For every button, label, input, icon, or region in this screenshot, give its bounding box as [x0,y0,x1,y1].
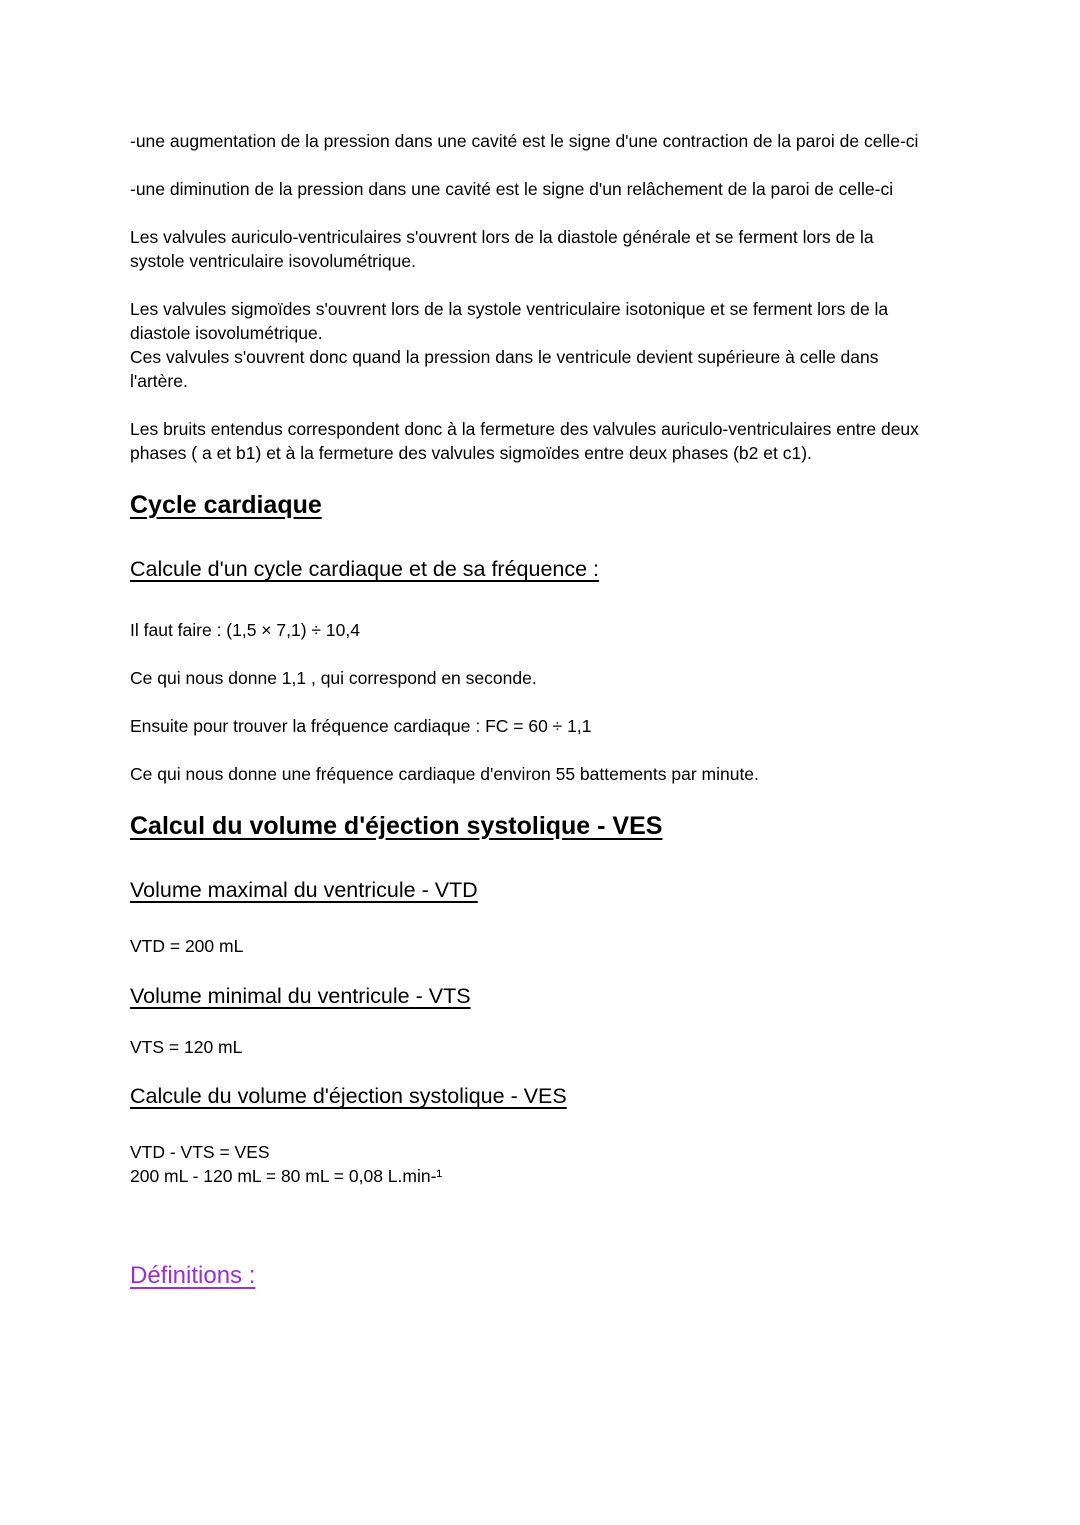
paragraph-av-valves [130,225,960,273]
value-vtd: VTD = 200 mL [130,936,244,956]
subheading-vts: Volume minimal du ventricule - VTS [130,984,471,1008]
paragraph-sigmoid-valves [130,297,960,393]
formula-cycle: Il faut faire : (1,5 × 7,1) ÷ 10,4 [130,620,360,640]
paragraph-line: l'artère. [130,371,188,391]
heading-cycle-cardiaque: Cycle cardiaque [130,491,322,519]
subheading-ves-calc: Calcule du volume d'éjection systolique - VES [130,1084,567,1108]
result-fc: Ce qui nous donne une fréquence cardiaque d'environ 55 battements par minute. [130,764,759,784]
value-vts: VTS = 120 mL [130,1037,243,1057]
heading-ves: Calcul du volume d'éjection systolique - VES [130,812,663,840]
subheading-vtd: Volume maximal du ventricule - VTD [130,878,478,902]
calc-line: 200 mL - 120 mL = 80 mL = 0,08 L.min-¹ [130,1166,443,1186]
subheading-cycle-calculation: Calcule d'un cycle cardiaque et de sa fréquence : [130,557,600,581]
paragraph-pressure-decrease: -une diminution de la pression dans une cavité est le signe d'un relâchement de la paroi de celle-ci [130,179,894,199]
paragraph-heart-sounds [130,417,960,465]
formula-fc: Ensuite pour trouver la fréquence cardiaque : FC = 60 ÷ 1,1 [130,716,592,736]
ves-calculation [130,1140,960,1188]
paragraph-line: phases ( a et b1) et à la fermeture des valvules sigmoïdes entre deux phases (b2 et c1). [130,443,812,463]
result-cycle: Ce qui nous donne 1,1 , qui correspond en seconde. [130,668,537,688]
paragraph-line: systole ventriculaire isovolumétrique. [130,251,416,271]
paragraph-line: Les bruits entendus correspondent donc à la fermeture des valvules auriculo-ventriculaires entre deux [130,419,919,439]
paragraph-line: diastole isovolumétrique. [130,323,323,343]
heading-definitions: Définitions : [130,1262,256,1289]
calc-line: VTD - VTS = VES [130,1142,270,1162]
paragraph-line: Ces valvules s'ouvrent donc quand la pression dans le ventricule devient supérieure à celle dans [130,347,879,367]
paragraph-line: Les valvules sigmoïdes s'ouvrent lors de la systole ventriculaire isotonique et se ferment lors de la [130,299,889,319]
paragraph-pressure-increase: -une augmentation de la pression dans une cavité est le signe d'une contraction de la paroi de celle-ci [130,131,919,151]
paragraph-line: Les valvules auriculo-ventriculaires s'ouvrent lors de la diastole générale et se ferment lors de la [130,227,874,247]
